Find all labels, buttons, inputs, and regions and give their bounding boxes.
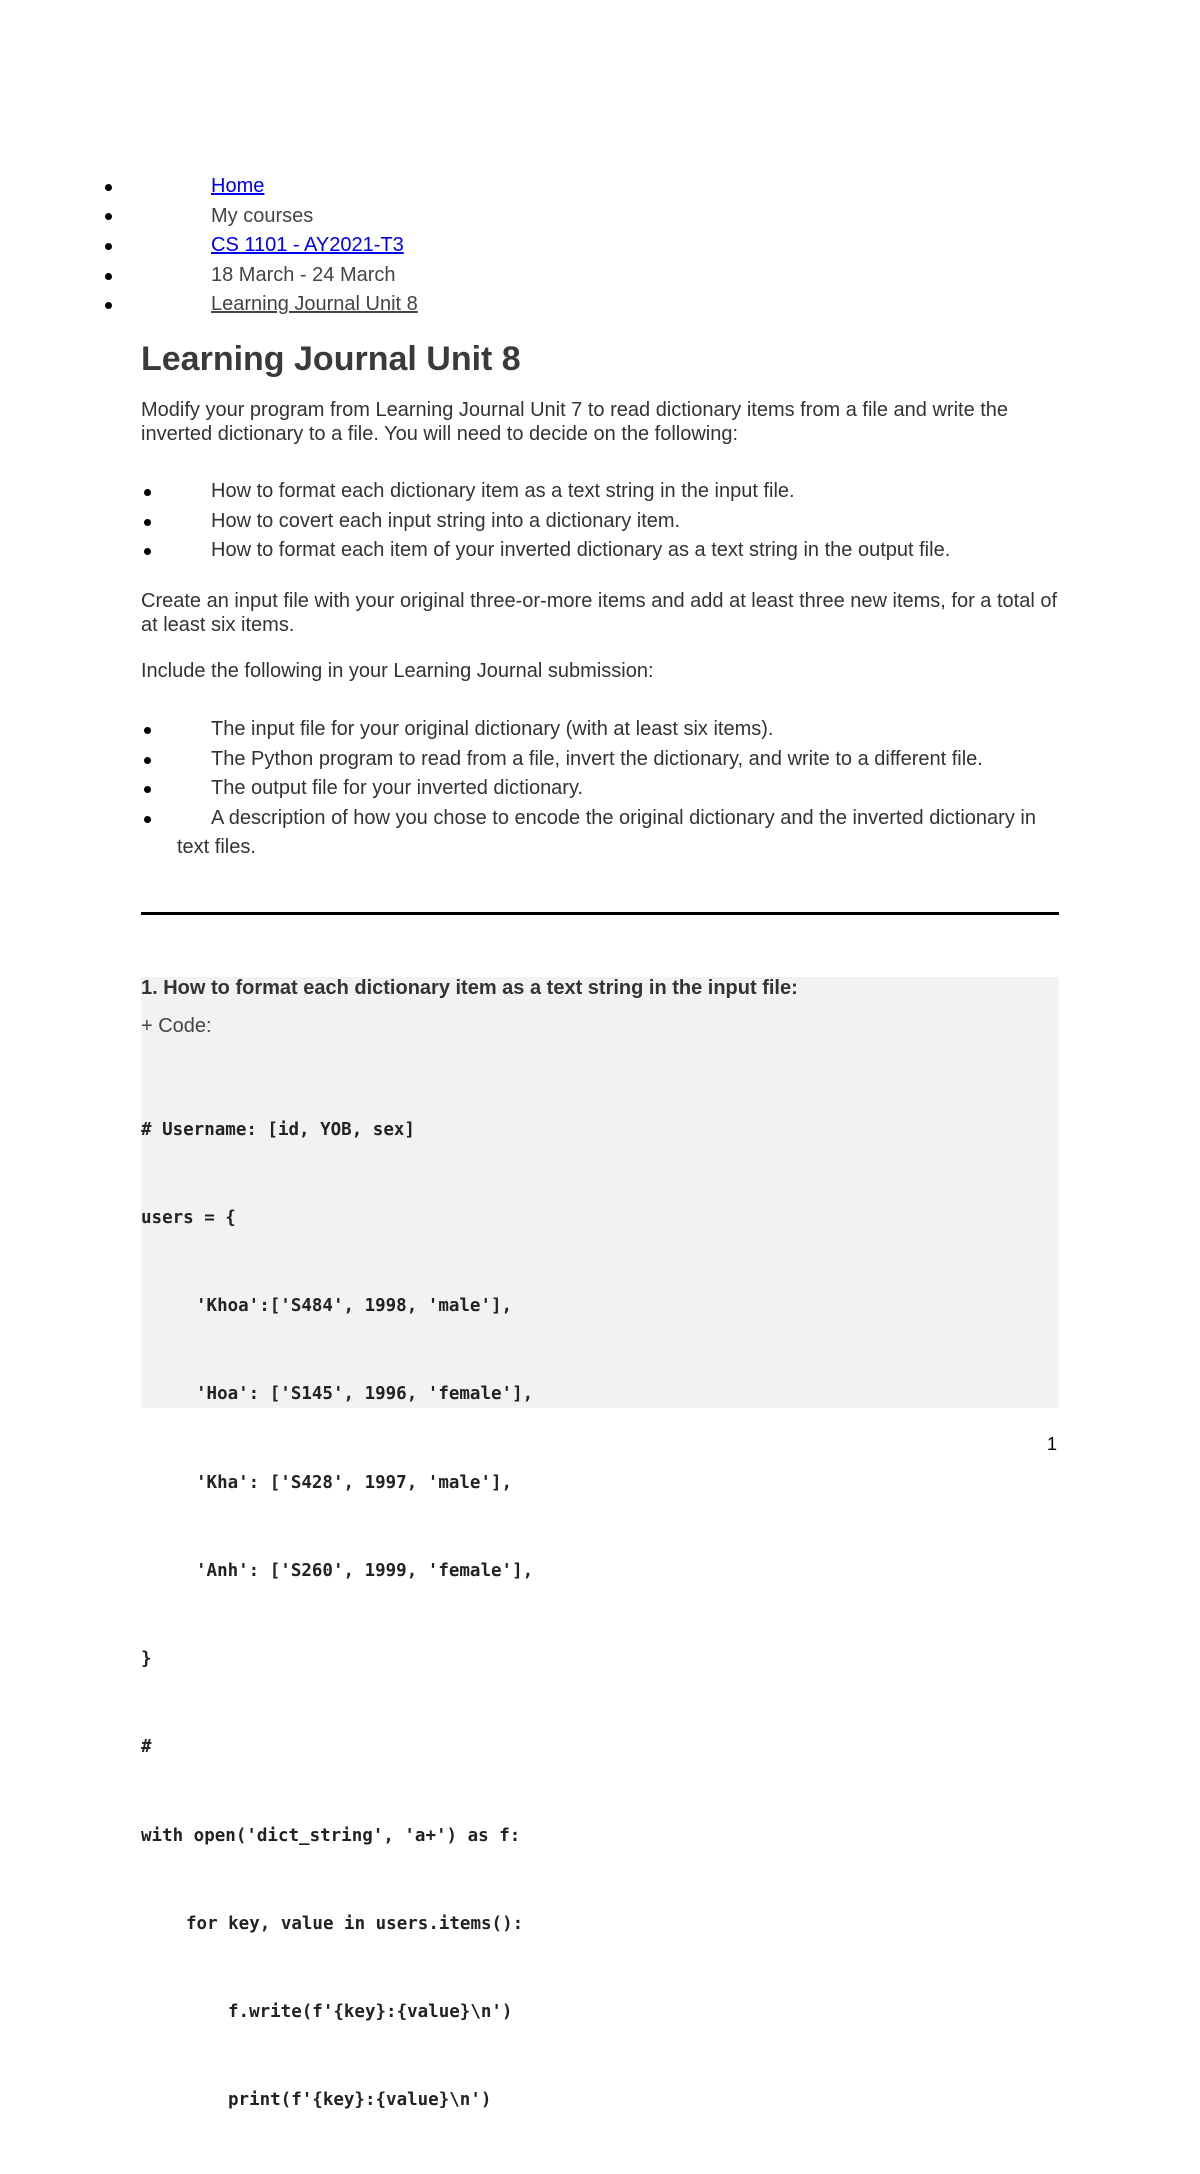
breadcrumb-item-week bbox=[100, 261, 418, 291]
breadcrumb-item-home[interactable] bbox=[100, 172, 418, 202]
submission-list bbox=[141, 715, 1061, 863]
list-item bbox=[141, 536, 1061, 566]
code-line: for key, value in users.items(): bbox=[186, 1913, 524, 1934]
bullet-icon bbox=[144, 548, 151, 555]
list-item bbox=[141, 745, 1061, 775]
section-heading: 1. How to format each dictionary item as a text string in the input file: bbox=[141, 977, 798, 999]
list-item bbox=[141, 477, 1061, 507]
list-item bbox=[141, 804, 1061, 863]
breadcrumb-course-link[interactable]: CS 1101 - AY2021-T3 bbox=[211, 234, 404, 257]
breadcrumb-home-link[interactable]: Home bbox=[211, 175, 265, 197]
breadcrumb-my-courses-label: My courses bbox=[211, 204, 314, 227]
list-item-text: The input file for your original dictionary (with at least six items). bbox=[211, 718, 774, 740]
code-line: 'Hoa': ['S145', 1996, 'female'], bbox=[196, 1384, 534, 1405]
code-line: 'Anh': ['S260', 1999, 'female'], bbox=[196, 1560, 534, 1581]
bullet-icon bbox=[105, 243, 112, 250]
list-item bbox=[141, 774, 1061, 804]
code-label: + Code: bbox=[141, 1015, 212, 1037]
code-line: print(f'{key}:{value}\n') bbox=[228, 2090, 492, 2111]
bullet-icon bbox=[105, 273, 112, 280]
code-line: } bbox=[141, 1649, 152, 1670]
list-item-text: The Python program to read from a file, invert the dictionary, and write to a different file. bbox=[211, 747, 983, 770]
code-line: users = { bbox=[141, 1208, 236, 1229]
include-instruction: Include the following in your Learning Journal submission: bbox=[141, 660, 654, 682]
code-line: # Username: [id, YOB, sex] bbox=[141, 1119, 415, 1140]
bullet-icon bbox=[105, 184, 112, 191]
bullet-icon bbox=[105, 302, 112, 309]
breadcrumb-item-my-courses bbox=[100, 202, 418, 232]
bullet-icon bbox=[144, 757, 151, 764]
code-line: # bbox=[141, 1737, 152, 1758]
breadcrumb-item-course[interactable] bbox=[100, 231, 418, 261]
horizontal-divider bbox=[141, 912, 1059, 915]
bullet-icon bbox=[105, 213, 112, 220]
list-item-text: A description of how you chose to encode the original dictionary and the inverted dictionary in text files. bbox=[177, 806, 1036, 858]
breadcrumb-week-label: 18 March - 24 March bbox=[211, 263, 396, 286]
list-item-text: The output file for your inverted dictionary. bbox=[211, 777, 584, 799]
code-line: with open('dict_string', 'a+') as f: bbox=[141, 1825, 521, 1846]
list-item bbox=[141, 715, 1061, 745]
list-item bbox=[141, 507, 1061, 537]
code-line: 'Kha': ['S428', 1997, 'male'], bbox=[196, 1472, 513, 1493]
intro-paragraph: Modify your program from Learning Journal Unit 7 to read dictionary items from a file and write the inverted dictionary to a file. You will need to decide on the following: bbox=[141, 399, 1009, 445]
create-instruction: Create an input file with your original three-or-more items and add at least three new items, for a total of at least six items. bbox=[141, 590, 1058, 636]
list-item-text: How to format each dictionary item as a text string in the input file. bbox=[211, 480, 795, 502]
breadcrumb bbox=[100, 172, 418, 320]
decision-list bbox=[141, 477, 1061, 566]
page-title: Learning Journal Unit 8 bbox=[141, 340, 521, 378]
bullet-icon bbox=[144, 519, 151, 526]
bullet-icon bbox=[144, 489, 151, 496]
bullet-icon bbox=[144, 816, 151, 823]
breadcrumb-current-link[interactable]: Learning Journal Unit 8 bbox=[211, 293, 418, 316]
code-block bbox=[141, 1057, 533, 2174]
bullet-icon bbox=[144, 786, 151, 793]
code-line: 'Khoa':['S484', 1998, 'male'], bbox=[196, 1296, 513, 1317]
answer-section bbox=[141, 977, 1059, 2111]
page-number: 1 bbox=[1046, 1434, 1057, 1454]
breadcrumb-item-current[interactable] bbox=[100, 290, 418, 320]
list-item-text: How to format each item of your inverted dictionary as a text string in the output file. bbox=[211, 539, 951, 561]
bullet-icon bbox=[144, 727, 151, 734]
code-line: f.write(f'{key}:{value}\n') bbox=[228, 2002, 513, 2022]
list-item-text: How to covert each input string into a dictionary item. bbox=[211, 509, 681, 532]
